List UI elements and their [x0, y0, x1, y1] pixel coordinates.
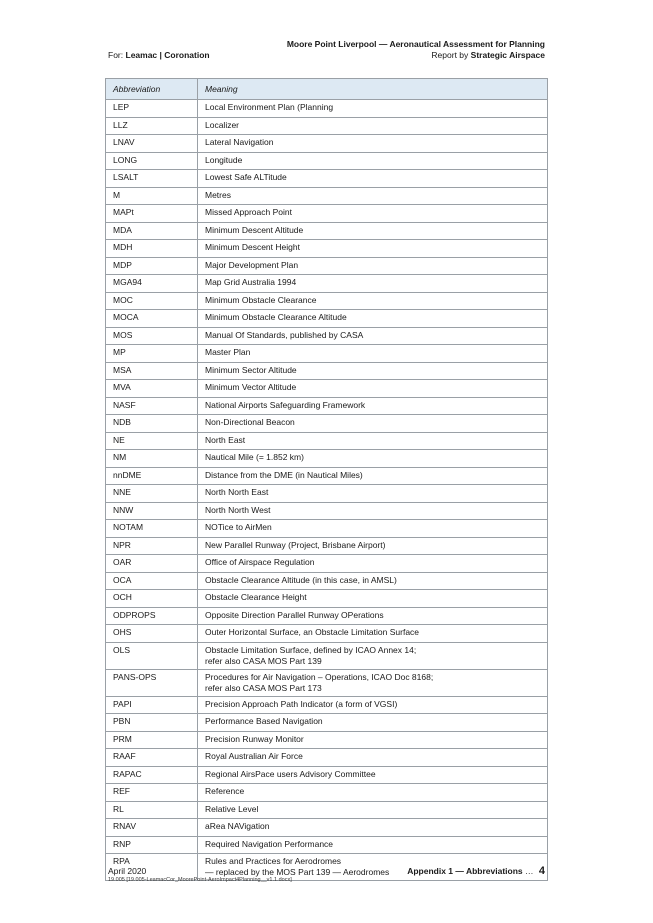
meaning-text: Minimum Vector Altitude: [205, 382, 297, 392]
abbreviation-cell: RPA: [106, 854, 198, 881]
meaning-text: Minimum Descent Altitude: [205, 224, 304, 235]
meaning-cell: [198, 520, 548, 538]
meaning-text: Precision Approach Path Indicator (a form of VGSI): [205, 698, 398, 709]
abbreviation-cell: MSA: [106, 362, 198, 380]
abbreviation-cell: MOC: [106, 292, 198, 310]
meaning-text: Precision Runway Monitor: [205, 733, 304, 744]
meaning-text: North North East: [205, 487, 269, 497]
meaning-cell: [198, 572, 548, 590]
abbreviation-cell: NPR: [106, 537, 198, 555]
abbreviation-cell: OCA: [106, 572, 198, 590]
meaning-cell: [198, 590, 548, 608]
meaning-cell: [198, 836, 548, 854]
abbreviation-cell: OHS: [106, 625, 198, 643]
meaning-cell: [198, 625, 548, 643]
abbreviation-cell: LNAV: [106, 135, 198, 153]
abbreviation-cell: MAPt: [106, 205, 198, 223]
meaning-text: Reference: [205, 786, 245, 796]
meaning-text: Opposite Direction Parallel Runway OPerations: [205, 609, 384, 620]
meaning-text: refer also CASA MOS Part 173: [205, 682, 322, 693]
meaning-text: Local Environment Plan (Planning: [205, 102, 334, 112]
table-row: [106, 310, 548, 328]
abbreviation-cell: OLS: [106, 642, 198, 669]
abbreviation-cell: MGA94: [106, 275, 198, 293]
abbreviation-cell: RL: [106, 801, 198, 819]
meaning-cell: [198, 766, 548, 784]
abbreviation-cell: PBN: [106, 714, 198, 732]
meaning-cell: [198, 362, 548, 380]
abbreviation-cell: OAR: [106, 555, 198, 573]
report-by-prefix: Report by: [431, 50, 469, 60]
table-row: [106, 222, 548, 240]
table-row: [106, 572, 548, 590]
table-row: [106, 205, 548, 223]
meaning-cell: [198, 100, 548, 118]
table-row: [106, 696, 548, 714]
footer-filename: 19.005 [19.005-LeamacCor_MoorePoint-AeroImpact4Planning__v1.1.docx]: [108, 877, 292, 883]
meaning-cell: [198, 537, 548, 555]
meaning-cell: [198, 432, 548, 450]
abbreviation-cell: MDH: [106, 240, 198, 258]
abbreviation-cell: MDP: [106, 257, 198, 275]
abbreviation-cell: MVA: [106, 380, 198, 398]
meaning-cell: [198, 731, 548, 749]
abbreviation-cell: MP: [106, 345, 198, 363]
abbreviation-cell: NE: [106, 432, 198, 450]
table-row: [106, 669, 548, 696]
abbreviation-cell: LEP: [106, 100, 198, 118]
meaning-cell: [198, 397, 548, 415]
abbreviation-cell: M: [106, 187, 198, 205]
table-row: [106, 292, 548, 310]
meaning-text: Minimum Sector Altitude: [205, 364, 297, 375]
meaning-cell: [198, 327, 548, 345]
meaning-cell: [198, 502, 548, 520]
abbreviation-cell: RNP: [106, 836, 198, 854]
meaning-text: Lowest Safe ALTitude: [205, 172, 287, 182]
meaning-text: Longitude: [205, 154, 243, 165]
meaning-text: — replaced by the MOS Part 139 — Aerodromes: [205, 867, 390, 877]
meaning-text: Outer Horizontal Surface, an Obstacle Limitation Surface: [205, 627, 420, 637]
meaning-text: Metres: [205, 189, 231, 200]
meaning-text: aRea NAVigation: [205, 821, 270, 831]
meaning-cell: [198, 415, 548, 433]
footer-ellipsis: …: [525, 866, 534, 876]
meaning-text: Nautical Mile (= 1.852 km): [205, 452, 304, 462]
abbreviation-cell: MDA: [106, 222, 198, 240]
abbreviation-cell: LONG: [106, 152, 198, 170]
table-row: [106, 555, 548, 573]
abbreviation-cell: NASF: [106, 397, 198, 415]
table-row: [106, 380, 548, 398]
table-row: [106, 642, 548, 669]
table-row: [106, 275, 548, 293]
meaning-text: Master Plan: [205, 347, 251, 357]
meaning-cell: [198, 240, 548, 258]
table-row: [106, 607, 548, 625]
abbreviation-cell: nnDME: [106, 467, 198, 485]
table-row: [106, 836, 548, 854]
table-row: [106, 415, 548, 433]
meaning-text: Minimum Obstacle Clearance Altitude: [205, 312, 347, 322]
meaning-cell: [198, 310, 548, 328]
abbreviation-cell: NM: [106, 450, 198, 468]
table-row: [106, 345, 548, 363]
meaning-text: North North West: [205, 504, 271, 515]
abbreviations-table: [105, 78, 548, 881]
meaning-cell: [198, 152, 548, 170]
meaning-cell: [198, 555, 548, 573]
meaning-cell: [198, 275, 548, 293]
table-row: [106, 749, 548, 767]
table-row: [106, 450, 548, 468]
meaning-text: Office of Airspace Regulation: [205, 557, 315, 567]
meaning-cell: [198, 117, 548, 135]
abbreviation-cell: NNW: [106, 502, 198, 520]
table-row: [106, 170, 548, 188]
meaning-text: Minimum Descent Height: [205, 242, 300, 252]
header-client-name: Leamac | Coronation: [125, 50, 210, 60]
table-row: [106, 537, 548, 555]
meaning-text: Procedures for Air Navigation – Operations, ICAO Doc 8168;: [205, 671, 434, 682]
table-row: [106, 766, 548, 784]
abbreviation-cell: REF: [106, 784, 198, 802]
meaning-cell: [198, 485, 548, 503]
header-client: [108, 50, 210, 60]
meaning-text: Localizer: [205, 119, 240, 130]
meaning-cell: [198, 819, 548, 837]
table-header-row: [106, 79, 548, 100]
table-row: [106, 152, 548, 170]
table-row: [106, 520, 548, 538]
meaning-text: Royal Australian Air Force: [205, 751, 303, 761]
table-row: [106, 485, 548, 503]
meaning-text: Obstacle Clearance Altitude (in this case, in AMSL): [205, 574, 397, 585]
meaning-text: Minimum Obstacle Clearance: [205, 294, 317, 305]
table-row: [106, 467, 548, 485]
table-body: [106, 100, 548, 881]
meaning-cell: [198, 257, 548, 275]
table-row: [106, 784, 548, 802]
meaning-text: Regional AirsPace users Advisory Committee: [205, 768, 376, 779]
meaning-cell: [198, 642, 548, 669]
meaning-text: Rules and Practices for Aerodromes: [205, 856, 342, 866]
table-row: [106, 502, 548, 520]
meaning-cell: [198, 669, 548, 696]
meaning-text: Major Development Plan: [205, 259, 299, 270]
meaning-cell: [198, 222, 548, 240]
header-report-by: [287, 50, 545, 61]
meaning-cell: [198, 450, 548, 468]
footer-date: April 2020: [108, 866, 147, 876]
meaning-text: Missed Approach Point: [205, 207, 292, 217]
meaning-cell: [198, 345, 548, 363]
abbreviation-cell: RAPAC: [106, 766, 198, 784]
meaning-cell: [198, 187, 548, 205]
table-row: [106, 731, 548, 749]
footer-section-title: Appendix 1 — Abbreviations: [407, 866, 523, 876]
meaning-text: Lateral Navigation: [205, 137, 274, 147]
meaning-cell: [198, 467, 548, 485]
meaning-text: North East: [205, 434, 246, 445]
meaning-text: Required Navigation Performance: [205, 838, 334, 849]
table-row: [106, 187, 548, 205]
table-row: [106, 432, 548, 450]
meaning-text: Map Grid Australia 1994: [205, 277, 297, 287]
table-row: [106, 590, 548, 608]
table-row: [106, 362, 548, 380]
column-header-meaning: Meaning: [198, 79, 548, 100]
header-for-prefix: For:: [108, 50, 124, 60]
abbreviation-cell: PRM: [106, 731, 198, 749]
meaning-cell: [198, 714, 548, 732]
meaning-text: Distance from the DME (in Nautical Miles): [205, 469, 363, 480]
meaning-text: National Airports Safeguarding Framework: [205, 399, 366, 410]
table-row: [106, 819, 548, 837]
meaning-cell: [198, 696, 548, 714]
report-author: Strategic Airspace: [470, 50, 545, 60]
abbreviation-cell: PAPI: [106, 696, 198, 714]
meaning-cell: [198, 607, 548, 625]
abbreviation-cell: OCH: [106, 590, 198, 608]
table-row: [106, 240, 548, 258]
meaning-cell: [198, 135, 548, 153]
table-row: [106, 117, 548, 135]
meaning-text: Obstacle Clearance Height: [205, 592, 307, 602]
meaning-text: NOTice to AirMen: [205, 522, 272, 532]
column-header-abbreviation: Abbreviation: [106, 79, 198, 100]
abbreviation-cell: MOCA: [106, 310, 198, 328]
meaning-cell: [198, 170, 548, 188]
abbreviation-cell: MOS: [106, 327, 198, 345]
abbreviation-cell: NDB: [106, 415, 198, 433]
document-title: Moore Point Liverpool — Aeronautical Assessment for Planning: [286, 39, 545, 49]
abbreviation-cell: LSALT: [106, 170, 198, 188]
meaning-cell: [198, 749, 548, 767]
table-row: [106, 327, 548, 345]
table-row: [106, 625, 548, 643]
abbreviation-cell: RNAV: [106, 819, 198, 837]
abbreviation-cell: NOTAM: [106, 520, 198, 538]
meaning-cell: [198, 801, 548, 819]
meaning-text: Manual Of Standards, published by CASA: [205, 329, 364, 340]
table-row: [106, 135, 548, 153]
meaning-cell: [198, 380, 548, 398]
meaning-text: Obstacle Limitation Surface, defined by ICAO Annex 14;: [205, 644, 417, 655]
footer-section: [407, 865, 545, 877]
meaning-cell: [198, 205, 548, 223]
meaning-text: refer also CASA MOS Part 139: [205, 655, 322, 666]
table-row: [106, 257, 548, 275]
table-row: [106, 801, 548, 819]
abbreviation-cell: PANS-OPS: [106, 669, 198, 696]
abbreviation-cell: LLZ: [106, 117, 198, 135]
header-title-block: [287, 39, 545, 61]
meaning-text: New Parallel Runway (Project, Brisbane Airport): [205, 539, 386, 550]
table-row: [106, 714, 548, 732]
page-number: 4: [538, 865, 545, 877]
meaning-cell: [198, 784, 548, 802]
table-row: [106, 100, 548, 118]
meaning-text: Non-Directional Beacon: [205, 417, 295, 427]
meaning-text: Relative Level: [205, 803, 259, 814]
meaning-cell: [198, 292, 548, 310]
abbreviation-cell: RAAF: [106, 749, 198, 767]
table-row: [106, 397, 548, 415]
abbreviation-cell: ODPROPS: [106, 607, 198, 625]
abbreviation-cell: NNE: [106, 485, 198, 503]
meaning-text: Performance Based Navigation: [205, 716, 323, 726]
